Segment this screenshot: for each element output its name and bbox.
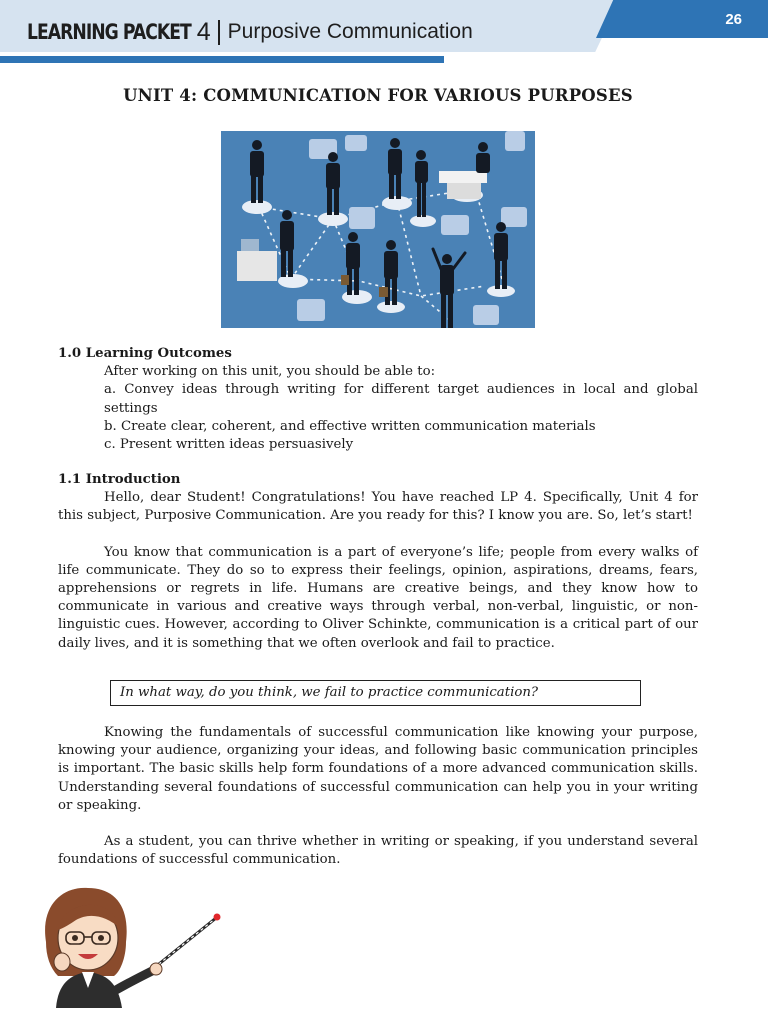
learning-outcomes-section <box>58 345 698 454</box>
section-heading: 1.1 Introduction <box>58 472 181 487</box>
fundamentals-section <box>58 724 698 869</box>
unit-title: UNIT 4: COMMUNICATION FOR VARIOUS PURPOSES <box>123 86 633 105</box>
page-number: 26 <box>725 11 742 28</box>
paragraph: As a student, you can thrive whether in writing or speaking, if you understand several foundations of successful communication. <box>58 834 698 868</box>
outcome-item: c. Present written ideas persuasively <box>104 437 354 453</box>
introduction-section <box>58 471 698 653</box>
header-separator <box>218 20 220 45</box>
page-number-tab <box>596 0 768 38</box>
subject-name: Purposive Communication <box>227 20 473 43</box>
outcomes-intro: After working on this unit, you should be able to: <box>104 364 436 380</box>
packet-label: LEARNING PACKET <box>27 20 191 44</box>
header-title <box>27 17 473 47</box>
business-network-illustration <box>221 131 535 328</box>
packet-number: 4 <box>196 17 211 46</box>
paragraph: You know that communication is a part of everyone’s life; people from every walks of life communicate. They do so to express their feelings, opinion, aspirations, dreams, fears, apprehensions or regrets in life. Humans are creative beings, and they know how to communicate in various and creative ways through verbal, non-verbal, linguistic, or non-linguistic cues. However, according to Oliver Schinkte, communication is a critical part of our daily lives, and it is something that we often overlook and fail to practice. <box>58 544 698 651</box>
teacher-mascot-illustration <box>36 884 236 1008</box>
outcome-item: b. Create clear, coherent, and effective written communication materials <box>104 418 596 434</box>
paragraph: Knowing the fundamentals of successful communication like knowing your purpose, knowing your audience, organizing your ideas, and following basic communication principles is important. The basic skills help form foundations of a more advanced communication skills. Understanding several foundations of successful communication can help you in your writing or speaking. <box>58 725 698 813</box>
header-rule <box>0 56 444 63</box>
outcome-item: a. Convey ideas through writing for different target audiences in local and global settings <box>104 382 698 416</box>
paragraph: Hello, dear Student! Congratulations! You have reached LP 4. Specifically, Unit 4 for this subject, Purposive Communication. Are you ready for this? I know you are. So, let’s start! <box>58 490 698 524</box>
section-heading: 1.0 Learning Outcomes <box>58 346 232 361</box>
reflection-question-box: In what way, do you think, we fail to practice communication? <box>110 680 641 706</box>
